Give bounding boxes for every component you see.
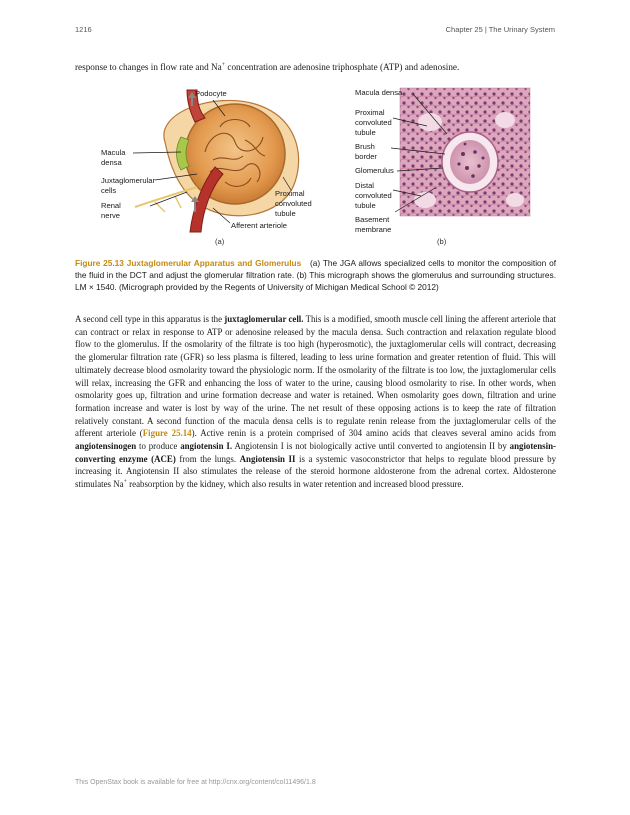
lead-superscript: +	[221, 61, 226, 68]
label-podocyte: Podocyte	[195, 89, 227, 98]
panel-b-tag: (b)	[437, 237, 447, 246]
term-juxtaglomerular-cell: juxtaglomerular cell.	[224, 314, 304, 324]
renal-nerve	[135, 187, 197, 207]
body-text-7: is a systemic vasoconstrictor that helps to regulate blood pressure by increasing it. Angiotensin II also stimulates the release of the steroid hormone aldosterone from the adrenal cortex. Aldosterone stimulates Na	[75, 453, 557, 490]
label-pct-a1: Proximal	[275, 189, 305, 198]
lead-text-2: concentration are adenosine triphosphate (ATP) and adenosine.	[225, 62, 460, 72]
label-jg-cells-1: Juxtaglomerular	[101, 176, 156, 185]
label-dct-1: Distal	[355, 181, 374, 190]
figure-25-13	[95, 82, 535, 252]
label-renal-nerve-2: nerve	[101, 211, 120, 220]
label-renal-nerve-1: Renal	[101, 201, 121, 210]
body-text-1: A second cell type in this apparatus is the	[75, 314, 225, 324]
lead-text-1: response to changes in flow rate and Na	[75, 62, 222, 72]
figure-25-14-link[interactable]: Figure 25.14	[142, 428, 192, 439]
body-text-4: to produce	[136, 441, 181, 452]
caption-title: Figure 25.13 Juxtaglomerular Apparatus and Glomerulus	[75, 258, 302, 268]
figure-graphic	[95, 82, 535, 252]
caption-text: (a) The JGA allows specialized cells to monitor the composition of the fluid in the DCT and adjust the glomerular filtration rate. (b) This micrograph shows the glomerulus and surrounding structures. LM × 1540. (Micrograph provided by the Regents of University of Michigan Medical School © 2012)	[75, 258, 556, 292]
label-jg-cells-2: cells	[101, 186, 117, 195]
panel-b-micrograph	[400, 88, 530, 216]
label-pct-b2: convoluted	[355, 118, 392, 127]
tubule-lumen-1	[418, 113, 442, 131]
tubule-lumen-2	[495, 112, 515, 128]
term-angiotensinogen: angiotensinogen	[75, 441, 137, 452]
lead-paragraph	[75, 61, 555, 74]
chapter-title: Chapter 25 | The Urinary System	[445, 25, 555, 34]
label-pct-b3: tubule	[355, 128, 376, 137]
body-superscript: +	[123, 479, 127, 486]
label-pct-b1: Proximal	[355, 108, 385, 117]
body-text-5: Angiotensin I is not biologically active until converted to angiotensin II by	[232, 441, 510, 452]
label-pct-a2: convoluted	[275, 199, 312, 208]
label-bm-2: membrane	[355, 225, 392, 234]
label-glomerulus: Glomerulus	[355, 166, 394, 175]
running-head	[75, 25, 555, 37]
tubule-lumen-4	[506, 193, 524, 207]
label-dct-2: convoluted	[355, 191, 392, 200]
footer: This OpenStax book is available for free at http://cnx.org/content/col11496/1.8	[75, 779, 316, 786]
term-angiotensin-i: angiotensin I.	[180, 441, 233, 452]
body-text-3: ). Active renin is a protein comprised of 304 amino acids that cleaves several amino acids from	[191, 428, 556, 439]
term-ace: angiotensin-converting enzyme (ACE)	[75, 441, 556, 464]
page-number: 1216	[75, 25, 92, 34]
label-macula-densa-b: Macula densa	[355, 88, 403, 97]
label-macula-densa-a2: densa	[101, 158, 122, 167]
term-angiotensin-ii: Angiotensin II	[239, 453, 296, 464]
label-dct-3: tubule	[355, 201, 376, 210]
label-brush-2: border	[355, 152, 377, 161]
label-pct-a3: tubule	[275, 209, 296, 218]
body-paragraph	[75, 313, 556, 491]
panel-a-tag: (a)	[215, 237, 225, 246]
body-text-8: reabsorption by the kidney, which also results in water retention and increased blood pressure.	[126, 479, 464, 490]
label-brush-1: Brush	[355, 142, 375, 151]
label-bm-1: Basement	[355, 215, 390, 224]
body-text-2: This is a modified, smooth muscle cell lining the afferent arteriole that can contract or relax in response to ATP or adenosine released by the macula densa. Such contraction and relaxation regulate blood flow to the glomerulus. If the osmolarity of the filtrate is too high (hyperosmotic), the juxtaglomerular cells will contract, decreasing the glomerular filtration rate (GFR) so less plasma is filtered, leading to less urine formation and greater retention of fluid. This will ultimately decrease blood osmolarity toward the physiologic norm. If the osmolarity of the filtrate is too low, the juxtaglomerular cells will relax, increasing the GFR and enhancing the loss of water to the urine, causing blood osmolarity to rise. In other words, when osmolarity goes up, filtration and urine formation decrease and water is retained. When osmolarity goes down, filtration and urine formation increase and water is lost by way of the urine. The net result of these opposing actions is to keep the rate of filtration relatively constant. A second function of the macula densa cells is to regulate renin release from the juxtaglomerular cells of the afferent arteriole (	[75, 314, 557, 439]
label-macula-densa-a1: Macula	[101, 148, 126, 157]
figure-caption	[75, 257, 556, 293]
body-text-6: from the lungs.	[175, 453, 240, 464]
label-afferent-arteriole: Afferent arteriole	[231, 221, 288, 230]
